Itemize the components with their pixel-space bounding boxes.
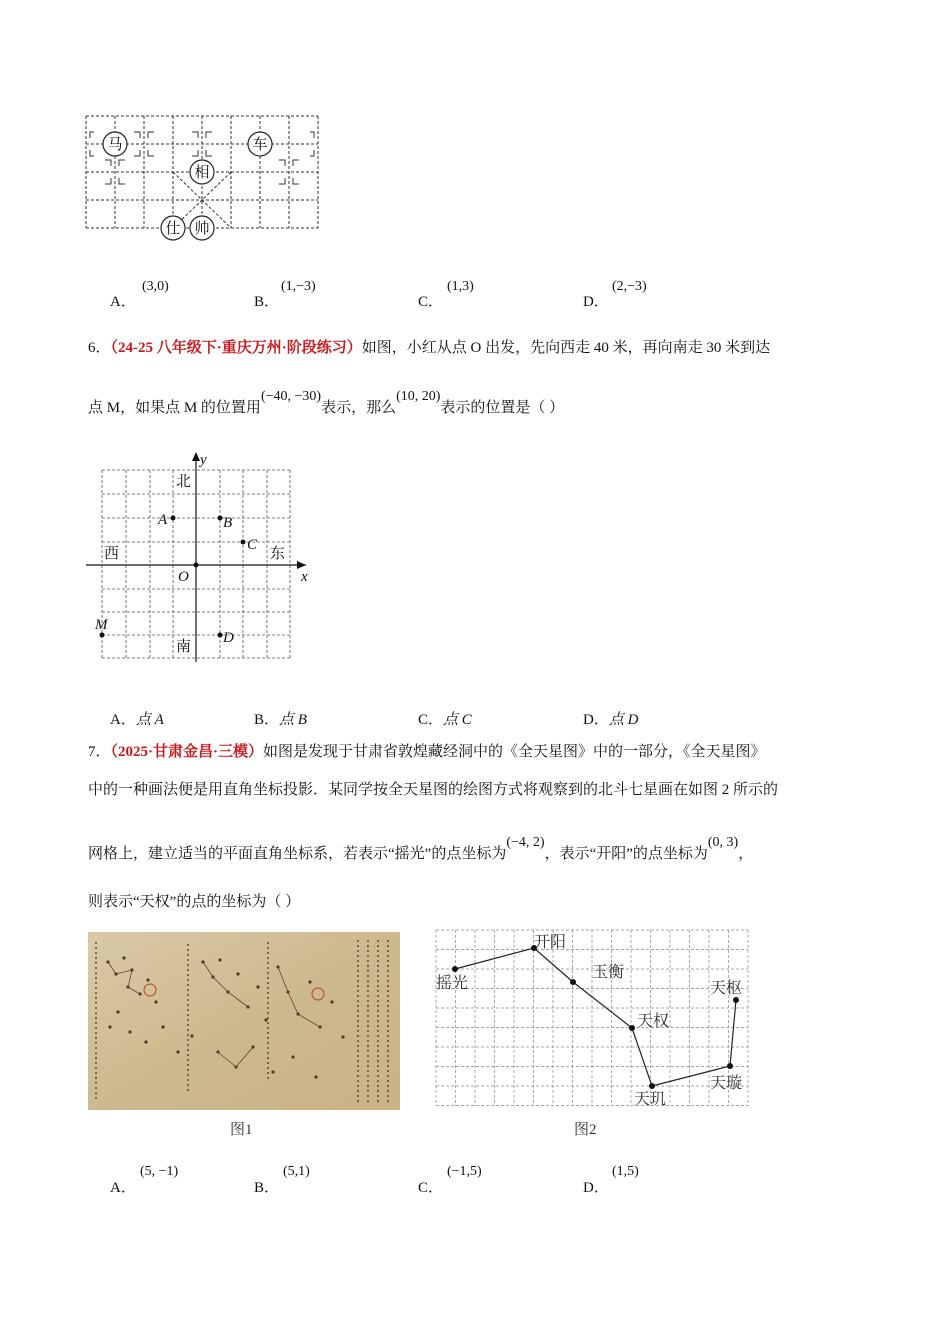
question-number: 7． — [88, 744, 111, 760]
east-label: 东 — [270, 546, 286, 562]
x-axis-arrow — [297, 561, 306, 569]
coordinate: (0, 3) — [707, 835, 739, 850]
q6-line2 — [88, 389, 565, 419]
origin-label: O — [178, 569, 189, 585]
point-a-label: A — [158, 512, 168, 528]
option-a[interactable] — [110, 708, 164, 729]
question-text: 如图是发现于甘肃省敦煌藏经洞中的《全天星图》中的一部分，《全天星图》 — [263, 744, 766, 760]
option-value: 点 A — [135, 712, 164, 728]
x-axis-label: x — [301, 569, 308, 585]
q7-line3 — [88, 835, 754, 865]
star-label: 天枢 — [710, 980, 743, 997]
option-label: A． — [110, 712, 136, 728]
chess-board-figure — [80, 108, 330, 243]
question-number: 6． — [88, 340, 111, 356]
piece-label: 帅 — [194, 221, 210, 237]
piece-label: 相 — [194, 165, 210, 181]
option-a-value: (5, −1) — [140, 1164, 179, 1179]
point-b — [218, 516, 223, 521]
option-label: B． — [254, 712, 280, 728]
north-label: 北 — [176, 474, 192, 490]
q7-line1 — [88, 742, 766, 762]
point-o — [194, 563, 199, 568]
option-value: 点 D — [608, 712, 639, 728]
y-axis-arrow — [192, 452, 200, 461]
star-label: 开阳 — [534, 934, 567, 951]
option-a-label[interactable]: A． — [110, 294, 136, 310]
south-label: 南 — [176, 639, 192, 655]
piece-label: 仕 — [165, 221, 181, 237]
option-d-value: (1,5) — [612, 1164, 639, 1179]
piece-label: 车 — [252, 137, 268, 153]
coordinate: (−40, −30) — [260, 389, 322, 404]
point-c-label: C — [247, 537, 258, 553]
q7-line2: 中的一种画法便是用直角坐标投影．某同学按全天星图的绘图方式将观察到的北斗七星画在如图 2 所示的 — [88, 782, 779, 798]
star-tianji — [649, 1083, 655, 1089]
option-b-value: (5,1) — [283, 1164, 310, 1179]
star-yuheng — [570, 979, 576, 985]
option-a-label[interactable]: A． — [110, 1180, 136, 1196]
option-c-label[interactable]: C． — [418, 1180, 444, 1196]
piece-label: 马 — [107, 137, 123, 153]
option-b[interactable] — [254, 708, 307, 729]
source-tag: （24-25 八年级下·重庆万州·阶段练习） — [110, 340, 362, 356]
option-c-value: (1,3) — [447, 279, 474, 294]
west-label: 西 — [104, 546, 120, 562]
coordinate: (10, 20) — [396, 389, 441, 404]
figure-2-caption: 图2 — [574, 1122, 597, 1138]
q7-line4: 则表示“天权”的点的坐标为（ ） — [88, 894, 301, 910]
option-d-value: (2,−3) — [612, 279, 647, 294]
option-b-value: (1,−3) — [281, 279, 316, 294]
point-d-label: D — [223, 630, 234, 646]
question-text: 表示，那么 — [321, 400, 397, 416]
option-d-label[interactable]: D． — [583, 1180, 609, 1196]
star-map-image — [88, 932, 400, 1110]
y-axis-label: y — [200, 452, 207, 468]
option-label: D． — [583, 712, 609, 728]
q6-line1 — [88, 338, 770, 358]
option-d-label[interactable]: D． — [583, 294, 609, 310]
star-yaoguang — [452, 966, 458, 972]
star-tianshu — [733, 997, 739, 1003]
point-m — [100, 633, 105, 638]
point-b-label: B — [223, 515, 233, 531]
star-label: 摇光 — [436, 975, 469, 992]
big-dipper-grid-figure — [434, 928, 754, 1110]
star-label: 天璇 — [710, 1075, 743, 1092]
star-tianxuan — [727, 1063, 733, 1069]
option-value: 点 B — [279, 712, 307, 728]
coordinate: (−4, 2) — [506, 835, 545, 850]
point-c — [241, 540, 246, 545]
option-a-value: (3,0) — [142, 279, 169, 294]
option-c-value: (−1,5) — [447, 1164, 482, 1179]
option-label: C． — [418, 712, 444, 728]
question-text: 点 M，如果点 M 的位置用 — [88, 400, 261, 416]
point-m-label: M — [95, 617, 108, 633]
star-label: 天玑 — [634, 1091, 667, 1108]
star-tianquan — [629, 1025, 635, 1031]
star-label: 天权 — [637, 1013, 670, 1030]
question-text: ，表示“开阳”的点坐标为 — [544, 846, 708, 862]
question-text: 如图，小红从点 O 出发，先向西走 40 米，再向南走 30 米到达 — [361, 340, 771, 356]
source-tag: （2025·甘肃金昌·三模） — [110, 744, 264, 760]
question-text: 表示的位置是（ ） — [440, 400, 565, 416]
figure-1-caption: 图1 — [230, 1122, 253, 1138]
option-value: 点 C — [443, 712, 472, 728]
option-b-label[interactable]: B． — [254, 294, 280, 310]
option-c-label[interactable]: C． — [418, 294, 444, 310]
option-c[interactable] — [418, 708, 472, 729]
question-text: 网格上，建立适当的平面直角坐标系，若表示“摇光”的点坐标为 — [88, 846, 507, 862]
option-b-label[interactable]: B． — [254, 1180, 280, 1196]
point-a — [171, 516, 176, 521]
compass-grid-figure — [84, 450, 324, 665]
star-label: 玉衡 — [592, 964, 625, 981]
option-d[interactable] — [583, 708, 638, 729]
question-text: ， — [738, 846, 754, 862]
point-d — [218, 633, 223, 638]
